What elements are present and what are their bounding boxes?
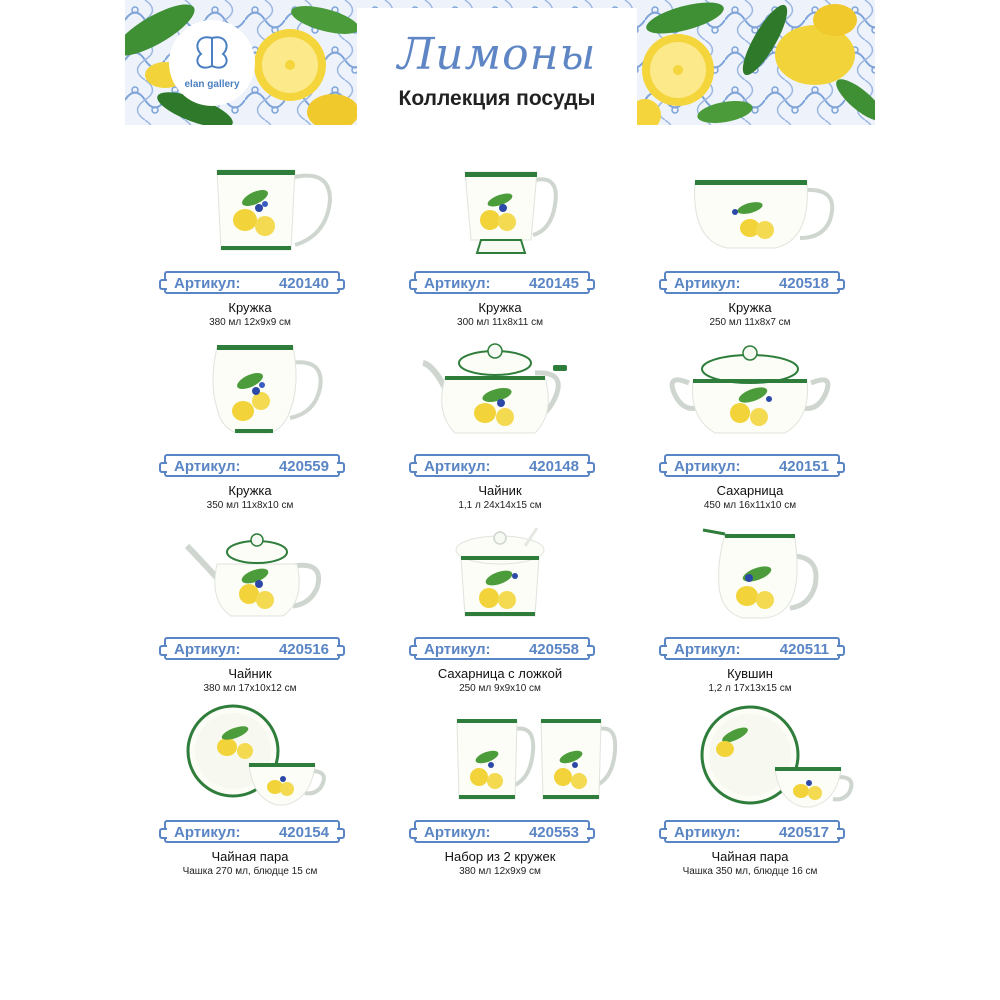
article-code: 420559 bbox=[278, 458, 329, 475]
brand-name: elan gallery bbox=[184, 79, 240, 90]
article-badge bbox=[664, 820, 840, 843]
article-badge bbox=[414, 271, 590, 294]
round-mug-icon bbox=[625, 150, 875, 268]
article-label: Артикул: bbox=[674, 641, 741, 658]
article-label: Артикул: bbox=[674, 275, 741, 292]
article-code: 420517 bbox=[778, 824, 829, 841]
product-spec: Чашка 350 мл, блюдце 16 см bbox=[682, 866, 818, 877]
teapot-icon bbox=[375, 333, 625, 451]
product-spec: 250 мл 9x9x10 см bbox=[459, 683, 541, 694]
article-code: 420145 bbox=[528, 275, 579, 292]
product-spec: 300 мл 11x8x11 см bbox=[457, 317, 543, 328]
article-badge bbox=[664, 271, 840, 294]
product-card bbox=[125, 333, 375, 516]
article-badge bbox=[164, 454, 340, 477]
tea-pair-icon bbox=[125, 699, 375, 817]
product-spec: 450 мл 16x11x10 см bbox=[703, 500, 797, 511]
product-spec: 380 мл 17x10x12 см bbox=[203, 683, 297, 694]
article-badge bbox=[414, 637, 590, 660]
mug-set-icon bbox=[375, 699, 625, 817]
article-code: 420154 bbox=[278, 824, 329, 841]
product-card bbox=[625, 699, 875, 882]
product-name: Кувшин bbox=[727, 666, 773, 681]
article-label: Артикул: bbox=[174, 458, 241, 475]
product-name: Сахарница bbox=[716, 483, 784, 498]
page-subtitle: Коллекция посуды bbox=[398, 87, 596, 110]
article-label: Артикул: bbox=[424, 641, 491, 658]
product-name: Сахарница с ложкой bbox=[437, 666, 563, 681]
sugar-bowl-icon bbox=[625, 333, 875, 451]
product-card bbox=[125, 516, 375, 699]
header-banner bbox=[125, 0, 875, 125]
article-badge bbox=[164, 637, 340, 660]
article-label: Артикул: bbox=[674, 458, 741, 475]
article-label: Артикул: bbox=[424, 275, 491, 292]
small-teapot-icon bbox=[125, 516, 375, 634]
article-label: Артикул: bbox=[174, 824, 241, 841]
product-card bbox=[375, 699, 625, 882]
product-spec: 1,2 л 17x13x15 см bbox=[708, 683, 792, 694]
product-card bbox=[625, 150, 875, 333]
tea-pair-icon bbox=[625, 699, 875, 817]
article-label: Артикул: bbox=[424, 458, 491, 475]
article-label: Артикул: bbox=[424, 824, 491, 841]
article-code: 420148 bbox=[528, 458, 579, 475]
product-spec: 350 мл 11x8x10 см bbox=[206, 500, 294, 511]
article-code: 420558 bbox=[528, 641, 579, 658]
product-spec: Чашка 270 мл, блюдце 15 см bbox=[182, 866, 318, 877]
article-label: Артикул: bbox=[174, 641, 241, 658]
product-name: Кружка bbox=[728, 300, 772, 315]
belly-mug-icon bbox=[125, 333, 375, 451]
article-code: 420516 bbox=[278, 641, 329, 658]
article-code: 420518 bbox=[778, 275, 829, 292]
product-spec: 380 мл 12x9x9 см bbox=[209, 317, 291, 328]
article-label: Артикул: bbox=[674, 824, 741, 841]
product-card bbox=[125, 699, 375, 882]
butterfly-icon bbox=[169, 20, 255, 106]
product-card bbox=[375, 516, 625, 699]
product-card bbox=[125, 150, 375, 333]
footed-mug-icon bbox=[375, 150, 625, 268]
product-name: Чайная пара bbox=[711, 849, 789, 864]
article-code: 420140 bbox=[278, 275, 329, 292]
brand-logo bbox=[169, 20, 255, 106]
article-label: Артикул: bbox=[174, 275, 241, 292]
product-spec: 1,1 л 24x14x15 см bbox=[458, 500, 542, 511]
product-card bbox=[375, 333, 625, 516]
product-spec: 250 мл 11x8x7 см bbox=[709, 317, 791, 328]
article-badge bbox=[164, 820, 340, 843]
product-name: Кружка bbox=[228, 300, 272, 315]
product-name: Кружка bbox=[478, 300, 522, 315]
product-card bbox=[375, 150, 625, 333]
jug-icon bbox=[625, 516, 875, 634]
article-badge bbox=[414, 820, 590, 843]
page-title: Лимоны bbox=[397, 29, 597, 80]
article-code: 420553 bbox=[528, 824, 579, 841]
product-name: Чайник bbox=[228, 666, 272, 681]
mug-icon bbox=[125, 150, 375, 268]
product-name: Набор из 2 кружек bbox=[444, 849, 556, 864]
product-spec: 380 мл 12x9x9 см bbox=[459, 866, 541, 877]
article-badge bbox=[664, 454, 840, 477]
product-name: Кружка bbox=[228, 483, 272, 498]
article-badge bbox=[164, 271, 340, 294]
product-card bbox=[625, 516, 875, 699]
product-name: Чайник bbox=[478, 483, 522, 498]
article-code: 420151 bbox=[778, 458, 829, 475]
article-badge bbox=[414, 454, 590, 477]
article-badge bbox=[664, 637, 840, 660]
sugar-jar-icon bbox=[375, 516, 625, 634]
product-name: Чайная пара bbox=[211, 849, 289, 864]
title-panel bbox=[357, 8, 637, 125]
product-card bbox=[625, 333, 875, 516]
article-code: 420511 bbox=[779, 641, 829, 658]
